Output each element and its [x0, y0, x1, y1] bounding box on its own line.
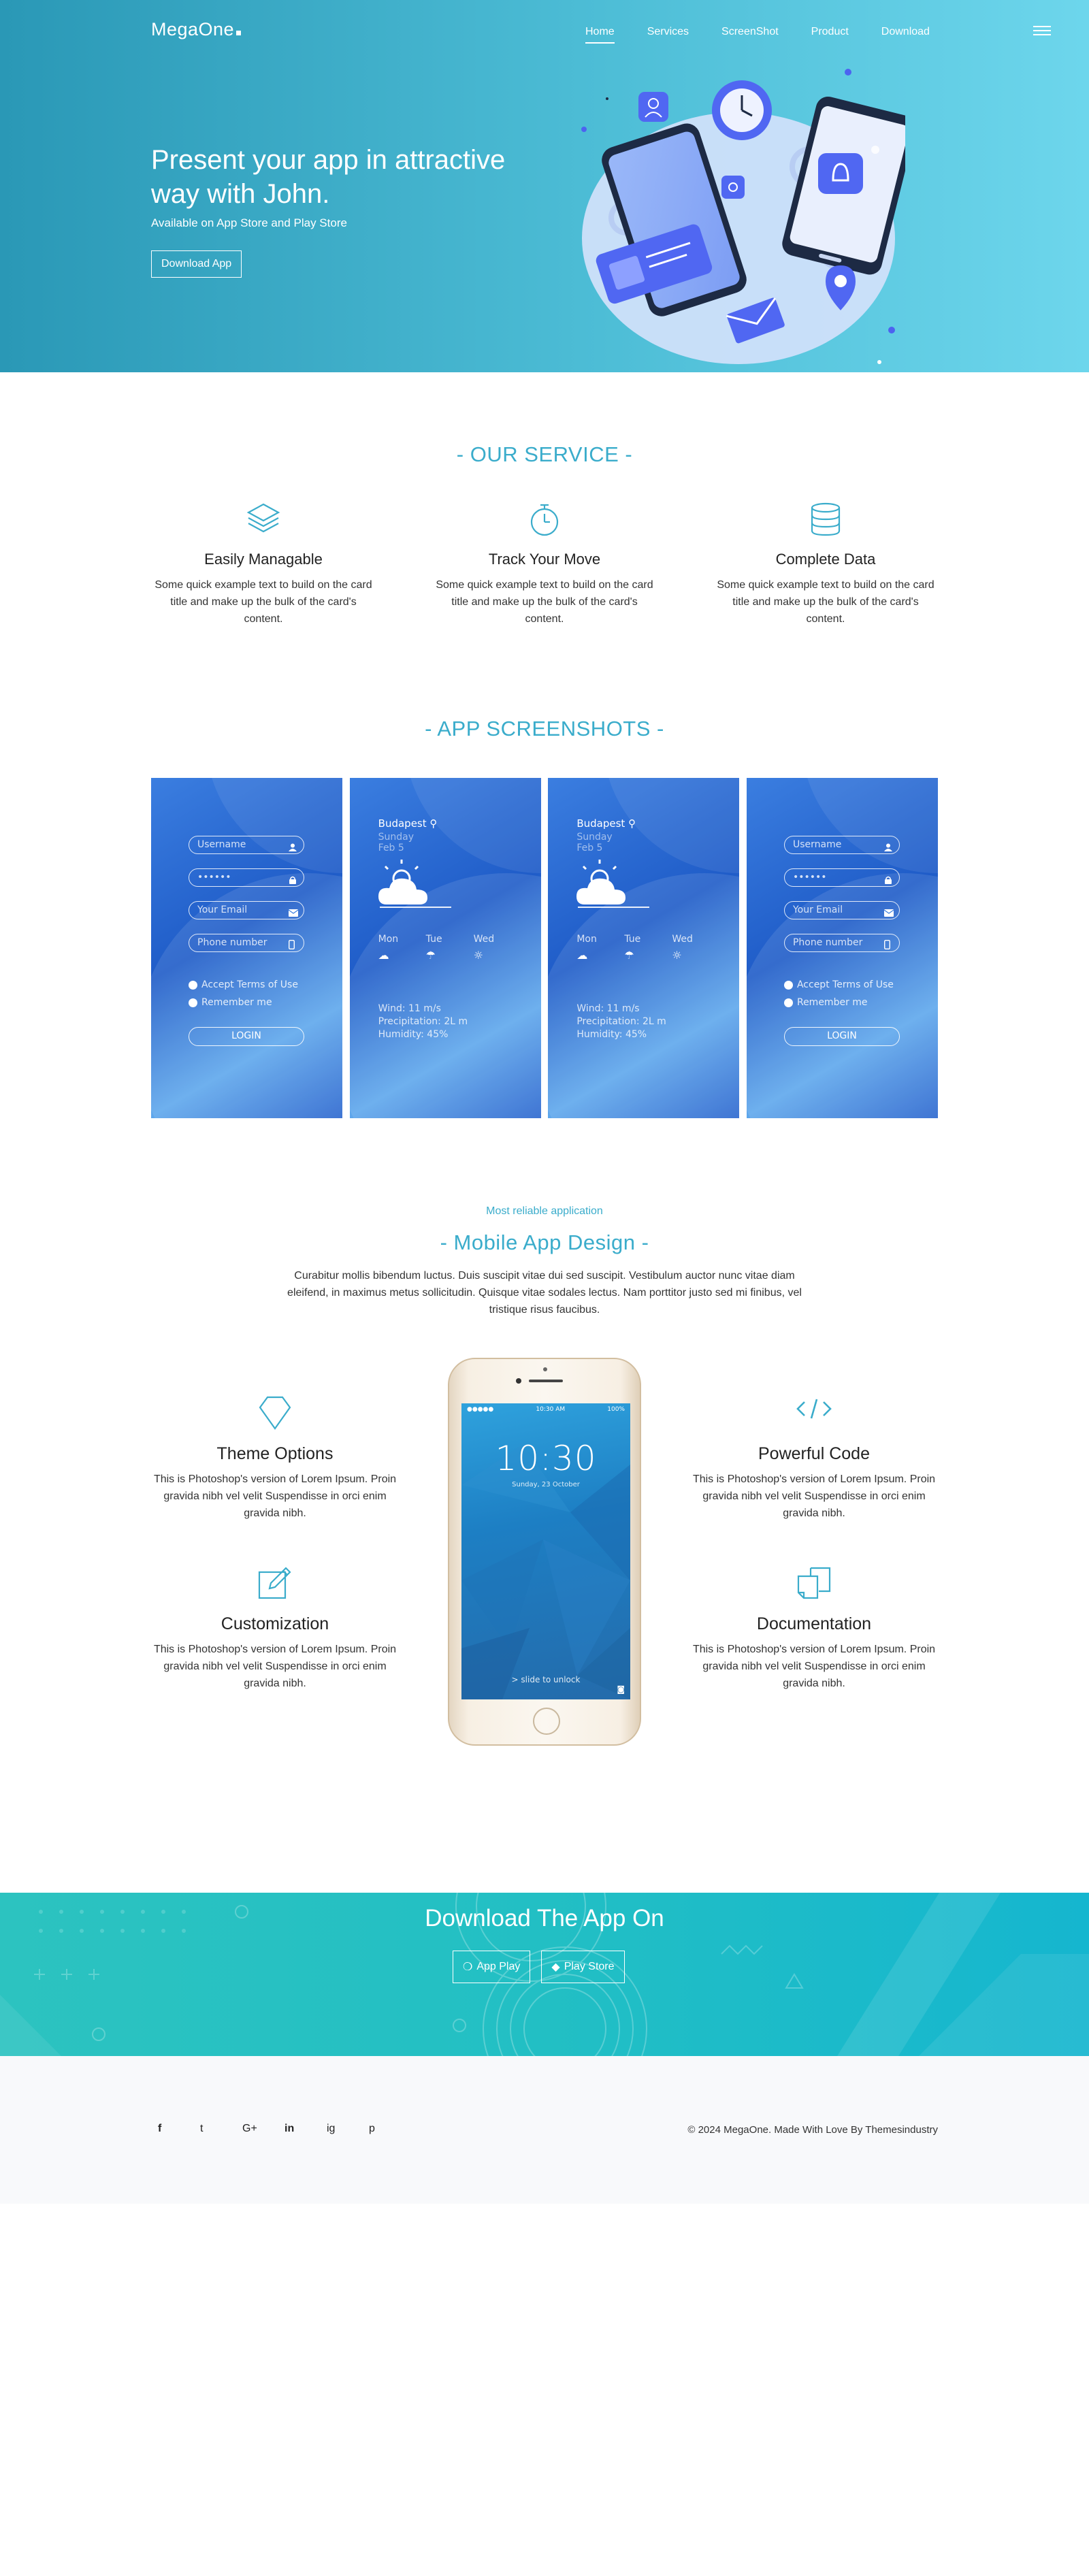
check-icon: [189, 998, 197, 1007]
cloud-sun-icon: ☁: [378, 949, 389, 962]
password-field: ••••••: [189, 868, 304, 887]
forecast-day: Tue: [624, 934, 641, 945]
weather-city: Budapest ⚲: [378, 817, 438, 830]
hero-phones-illustration: [572, 54, 905, 368]
mobile-design-description: Curabitur mollis bibendum luctus. Duis suscipit vitae dui sed suscipit. Vestibulum auctor nunc vitae diam eleifend, in maximus metus sollicitudin. Quisque vitae sodales lectus. Nam porttitor justo sed mi finibus, vel tristique risus faucibus.: [287, 1270, 802, 1316]
location-pin-icon: ⚲: [628, 817, 636, 830]
camera-icon: ◙: [617, 1684, 625, 1694]
feature-title: Documentation: [756, 1614, 872, 1633]
check-icon: [189, 981, 197, 990]
weather-day: Sunday: [378, 832, 415, 843]
google-plus-icon[interactable]: G+: [242, 2123, 257, 2134]
forecast-days: [576, 934, 719, 945]
copyright-text: © 2024 MegaOne. Made With Love By Themesindustry: [687, 2124, 938, 2136]
download-app-button[interactable]: Download App: [151, 250, 242, 278]
code-icon: [692, 1395, 937, 1433]
service-card: [151, 500, 376, 627]
nav-link-home[interactable]: Home: [585, 26, 615, 44]
phone-field: Phone number: [784, 934, 900, 952]
hero-subtitle: Available on App Store and Play Store: [151, 216, 347, 229]
weather-city: Budapest ⚲: [576, 817, 636, 830]
login-button: LOGIN: [189, 1027, 304, 1046]
feature-text: This is Photoshop's version of Lorem Ipsum. Proin gravida nibh vel velit Suspendisse in orci enim gravida nibh.: [153, 1644, 397, 1689]
phone-lock-screen: [461, 1403, 630, 1699]
service-card: [432, 500, 657, 627]
check-icon: [784, 998, 793, 1007]
feature-title: Customization: [221, 1614, 329, 1633]
mobile-design-overline: Most reliable application: [486, 1205, 603, 1217]
service-text: Some quick example text to build on the card title and make up the bulk of the card's content.: [717, 579, 934, 625]
service-text: Some quick example text to build on the card title and make up the bulk of the card's content.: [155, 579, 372, 625]
diamond-icon: [152, 1395, 397, 1433]
email-field: Your Email: [189, 901, 304, 919]
hero-section: [0, 0, 1089, 372]
nav-links: [585, 26, 962, 44]
sun-cloud-icon: [378, 857, 446, 911]
menu-hamburger-icon[interactable]: [1033, 26, 1051, 38]
location-pin-icon: ⚲: [429, 817, 438, 830]
download-title: Download The App On: [425, 1905, 664, 1931]
linkedin-icon[interactable]: in: [285, 2123, 295, 2134]
pencil-square-icon: [152, 1565, 397, 1603]
weather-day: Sunday: [576, 832, 613, 843]
feature-text: This is Photoshop's version of Lorem Ipsum. Proin gravida nibh vel velit Suspendisse in orci enim gravida nibh.: [153, 1473, 397, 1519]
weather-divider: [380, 907, 451, 908]
instagram-icon[interactable]: ig: [327, 2123, 336, 2134]
nav-link-product[interactable]: Product: [811, 26, 849, 37]
layers-icon: [151, 500, 376, 541]
phone-field: Phone number: [189, 934, 304, 952]
service-card: [713, 500, 938, 627]
feature-title: Theme Options: [216, 1444, 334, 1463]
login-button: LOGIN: [784, 1027, 900, 1046]
hero-title: Present your app in attractive way with John.: [151, 145, 506, 209]
user-icon: [884, 841, 892, 849]
username-field: Username: [189, 836, 304, 854]
nav-link-services[interactable]: Services: [647, 26, 689, 37]
weather-panel: [576, 817, 719, 1041]
service-title: Easily Managable: [204, 551, 323, 568]
nav-link-screenshot[interactable]: ScreenShot: [721, 26, 779, 37]
accept-terms-row: Accept Terms of Use: [784, 979, 900, 990]
feature-theme-options: [152, 1395, 397, 1522]
cloud-rain-icon: ☂: [425, 949, 436, 962]
nav-link-download[interactable]: Download: [881, 26, 930, 37]
lock-date: Sunday, 23 October: [512, 1481, 580, 1488]
feature-text: This is Photoshop's version of Lorem Ipsum. Proin gravida nibh vel velit Suspendisse in orci enim gravida nibh.: [692, 1473, 936, 1519]
iphone-mockup: [448, 1358, 641, 1746]
app-play-button[interactable]: ❍ App Play: [453, 1951, 530, 1983]
database-icon: [713, 500, 938, 541]
sun-icon: ☼: [473, 949, 483, 962]
forecast-day: Wed: [473, 934, 495, 945]
cloud-rain-icon: ☂: [624, 949, 634, 962]
mail-icon: [884, 906, 892, 914]
feature-powerful-code: [692, 1395, 937, 1522]
service-title: Complete Data: [775, 551, 876, 568]
play-store-icon: ◆: [551, 1961, 560, 1973]
screenshot-weather[interactable]: [548, 778, 739, 1118]
facebook-icon[interactable]: f: [158, 2123, 162, 2134]
mail-icon: [289, 906, 297, 914]
forecast-icons: [378, 949, 521, 962]
store-buttons: [453, 1951, 625, 1983]
screenshot-login[interactable]: [747, 778, 938, 1118]
lock-icon: [289, 873, 297, 881]
services-title: - OUR SERVICE -: [456, 442, 633, 466]
forecast-day: Wed: [672, 934, 693, 945]
feature-customization: [152, 1565, 397, 1692]
service-cards: [151, 500, 938, 627]
documents-icon: [692, 1565, 937, 1603]
weather-date: Feb 5: [378, 843, 404, 853]
login-form: [784, 836, 900, 1046]
footer: [0, 2056, 1089, 2204]
weather-panel: [378, 817, 521, 1041]
user-icon: [289, 841, 297, 849]
brand-name: MegaOne: [151, 19, 235, 39]
remember-me-row: Remember me: [784, 997, 900, 1008]
slide-to-unlock: > slide to unlock: [511, 1675, 581, 1684]
feature-documentation: [692, 1565, 937, 1692]
lock-time: 10:30: [495, 1439, 597, 1478]
hero-text-block: [151, 143, 559, 278]
service-title: Track Your Move: [488, 551, 601, 568]
twitter-icon[interactable]: t: [200, 2123, 204, 2134]
download-banner: [0, 1893, 1089, 2056]
apple-icon: ❍: [463, 1961, 473, 1973]
mobile-design-title: - Mobile App Design -: [440, 1230, 649, 1254]
brand-dot: [236, 31, 241, 35]
screenshots-gallery: [151, 778, 938, 1118]
accept-terms-row: Accept Terms of Use: [189, 979, 304, 990]
phone-status-bar: ●●●●● 10:30 AM 100%: [467, 1406, 625, 1413]
cloud-sun-icon: ☁: [576, 949, 588, 962]
service-text: Some quick example text to build on the card title and make up the bulk of the card's content.: [436, 579, 653, 625]
top-navbar: [0, 0, 1089, 61]
weather-info: Wind: 11 m/s Precipitation: 2L m Humidity: 45%: [576, 1003, 666, 1040]
forecast-day: Mon: [378, 934, 399, 945]
pinterest-icon[interactable]: p: [369, 2123, 375, 2134]
check-icon: [784, 981, 793, 990]
weather-info: Wind: 11 m/s Precipitation: 2L m Humidity: 45%: [378, 1003, 468, 1040]
stopwatch-icon: [432, 500, 657, 541]
remember-me-row: Remember me: [189, 997, 304, 1008]
username-field: Username: [784, 836, 900, 854]
weather-divider: [578, 907, 649, 908]
social-links: [158, 2123, 411, 2135]
feature-text: This is Photoshop's version of Lorem Ipsum. Proin gravida nibh vel velit Suspendisse in orci enim gravida nibh.: [692, 1644, 936, 1689]
forecast-days: [378, 934, 521, 945]
login-form: [189, 836, 304, 1046]
forecast-icons: [576, 949, 719, 962]
screenshots-title: - APP SCREENSHOTS -: [425, 717, 664, 740]
brand-logo[interactable]: [151, 19, 241, 40]
sun-cloud-icon: [576, 857, 645, 911]
sun-icon: ☼: [672, 949, 682, 962]
lock-icon: [884, 873, 892, 881]
screenshot-weather[interactable]: [350, 778, 541, 1118]
phone-icon: [884, 939, 892, 947]
home-button: [533, 1708, 560, 1735]
forecast-day: Tue: [425, 934, 442, 945]
weather-date: Feb 5: [576, 843, 603, 853]
password-field: ••••••: [784, 868, 900, 887]
phone-icon: [289, 939, 297, 947]
forecast-day: Mon: [576, 934, 597, 945]
email-field: Your Email: [784, 901, 900, 919]
screenshot-login[interactable]: [151, 778, 342, 1118]
feature-title: Powerful Code: [758, 1444, 870, 1463]
play-store-button[interactable]: ◆ Play Store: [541, 1951, 624, 1983]
